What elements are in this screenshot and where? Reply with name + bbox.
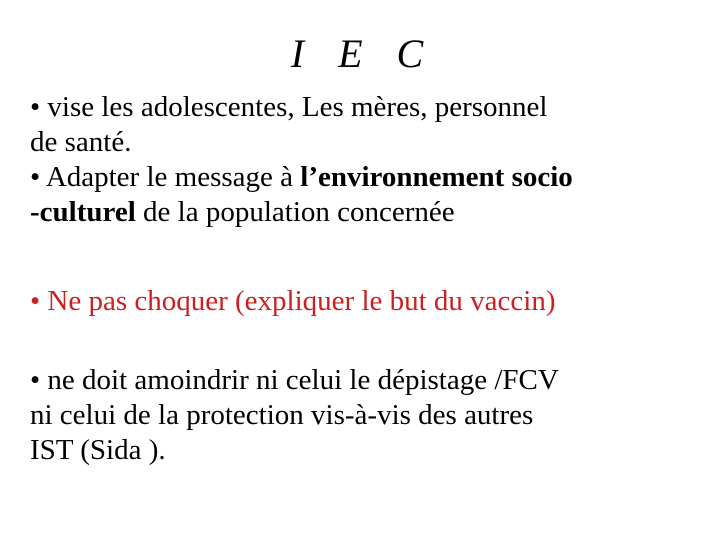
bullet-screening-text: ne doit amoindrir ni celui le dépistage /FCV [47, 364, 559, 396]
bullet-icon: • [30, 285, 41, 317]
bullet-adapt-prefix: Adapter le message à [45, 161, 301, 193]
bullet-no-shock [30, 284, 720, 319]
bullet-adapt-line2 [30, 195, 720, 230]
bullet-icon: • [30, 91, 41, 123]
bullet-screening-line3: IST (Sida ). [30, 434, 166, 466]
bullet-targets-text: vise les adolescentes, Les mères, personnel [47, 91, 548, 123]
bullet-icon: • [30, 364, 41, 396]
bullet-screening [30, 363, 720, 468]
bullet-no-shock-text: Ne pas choquer (expliquer le but du vaccin) [47, 285, 556, 317]
bullet-adapt-bold-culturel: -culturel [30, 196, 136, 228]
bullet-targets-line2: de santé. [30, 126, 132, 158]
bullet-adapt-suffix: de la population concernée [135, 196, 455, 228]
bullet-targets-line1 [30, 90, 720, 125]
bullet-adapt-bold-environment: l’environnement socio [300, 161, 573, 193]
slide-title: I E C [290, 31, 436, 76]
bullet-icon: • [30, 161, 41, 193]
bullet-targets [30, 90, 720, 230]
bullet-adapt-line1 [30, 160, 720, 195]
bullet-screening-line2: ni celui de la protection vis-à-vis des autres [30, 399, 534, 431]
bullet-screening-line1 [30, 363, 720, 398]
